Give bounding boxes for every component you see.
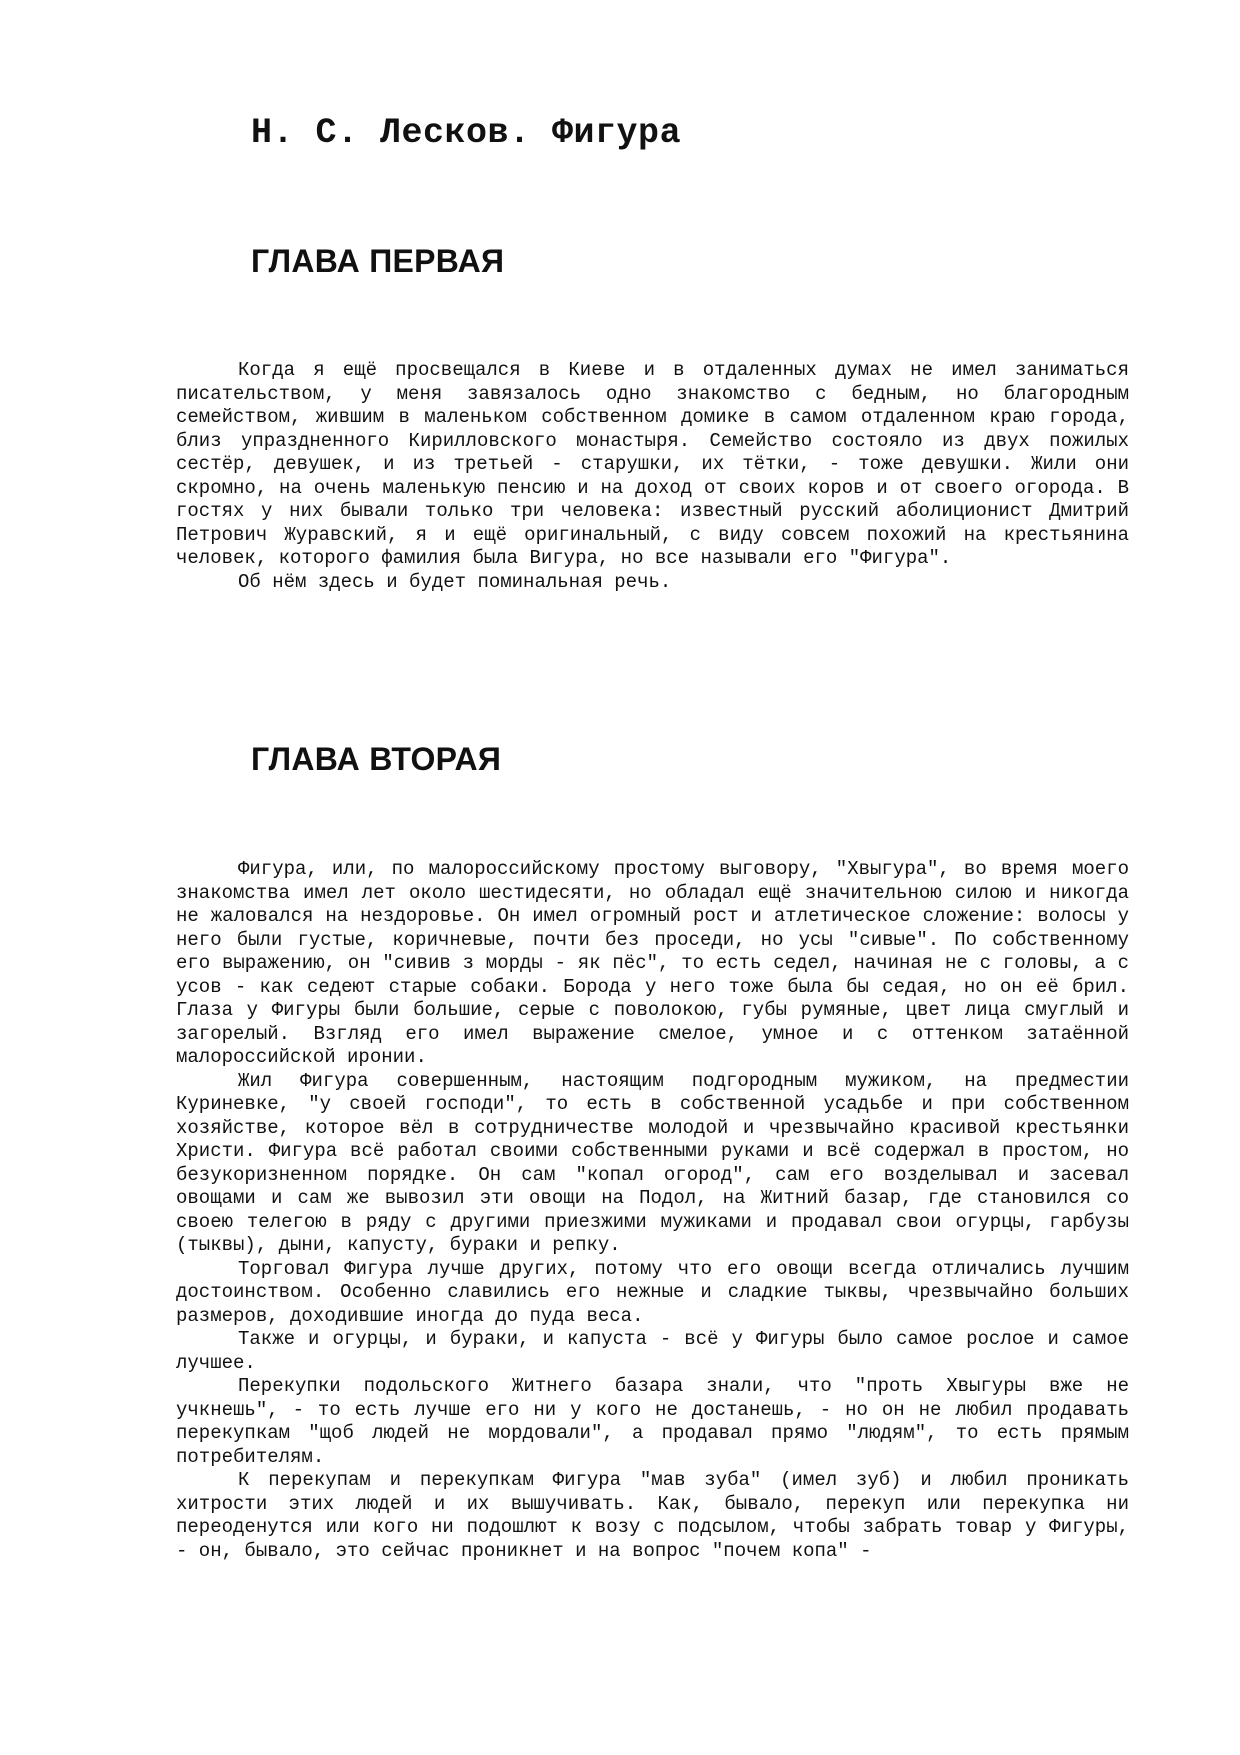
paragraph: Об нём здесь и будет поминальная речь. [238,570,672,593]
chapter-1-body [176,359,1129,594]
document-title: Н. С. Лесков. Фигура [251,113,682,153]
paragraph: Фигура, или, по малороссийскому простому выговору, "Хвыгура", во время моего знакомства имел лет около шестидесяти, но обладал ещё значительною силою и никогда не жаловался на нездоровье. Он имел огромный рост и атлетическое сложение: волосы у него были густые, коричневые, почти без проседи, но усы "сивые". По собственному его выражению, он "сивив з морды - як пёс", то есть седел, начиная не с головы, а с усов - как седеют старые собаки. Борода у него тоже была бы седая, но он её брил. Глаза у Фигуры были большие, серые с поволокою, губы румяные, цвет лица смуглый и загорелый. Взгляд его имел выражение смелое, умное и с оттенком затаённой малороссийской иронии. [176,858,1129,1068]
paragraph: Жил Фигура совершенным, настоящим подгородным мужиком, на предместии Куриневке, "у своей господи", то есть в собственной усадьбе и при собственном хозяйстве, которое вёл в сотрудничестве молодой и чрезвычайно красивой крестьянки Христи. Фигура всё работал своими собственными руками и всё содержал в простом, но безукоризненном порядке. Он сам "копал огород", сам его возделывал и засевал овощами и сам же вывозил эти овощи на Подол, на Житний базар, где становился со своею телегою в ряду с другими приезжими мужиками и продавал свои огурцы, гарбузы (тыквы), дыни, капусту, бураки и репку. [176,1069,1129,1256]
paragraph: Также и огурцы, и бураки, и капуста - всё у Фигуры было самое рослое и самое лучшее. [176,1328,1129,1374]
paragraph: Торговал Фигура лучше других, потому что его овощи всегда отличались лучшим достоинством. Особенно славились его нежные и сладкие тыквы, чрезвычайно больших размеров, доходившие иногда до пуда веса. [176,1257,1129,1327]
chapter-1-title: ГЛАВА ПЕРВАЯ [251,243,505,279]
paragraph: К перекупам и перекупкам Фигура "мав зуба" (имел зуб) и любил проникать хитрости этих людей и их вышучивать. Как, бывало, перекуп или перекупка ни переоденутся или кого ни подошлют к возу с подсылом, чтобы забрать товар у Фигуры, - он, бывало, это сейчас проникнет и на вопрос "почем копа" - [176,1469,1129,1562]
paragraph: Когда я ещё просвещался в Киеве и в отдаленных думах не имел заниматься писательством, у меня завязалось одно знакомство с бедным, но благородным семейством, жившим в маленьком собственном домике в самом отдаленном краю города, близ упраздненного Кирилловского монастыря. Семейство состояло из двух пожилых сестёр, девушек, и из третьей - старушки, их тётки, - тоже девушки. Жили они скромно, на очень маленькую пенсию и на доход от своих коров и от своего огорода. В гостях у них бывали только три человека: известный русский аболиционист Дмитрий Петрович Журавский, я и ещё оригинальный, с виду совсем похожий на крестьянина человек, которого фамилия была Вигура, но все называли его "Фигура". [176,359,1129,569]
chapter-2-body [176,858,1129,1563]
paragraph: Перекупки подольского Житнего базара знали, что "проть Хвыгуры вже не учкнешь", - то есть лучше его ни у кого не достанешь, - но он не любил продавать перекупкам "щоб людей не мордовали", а продавал прямо "людям", то есть прямым потребителям. [176,1375,1129,1468]
chapter-2-title: ГЛАВА ВТОРАЯ [251,741,502,777]
